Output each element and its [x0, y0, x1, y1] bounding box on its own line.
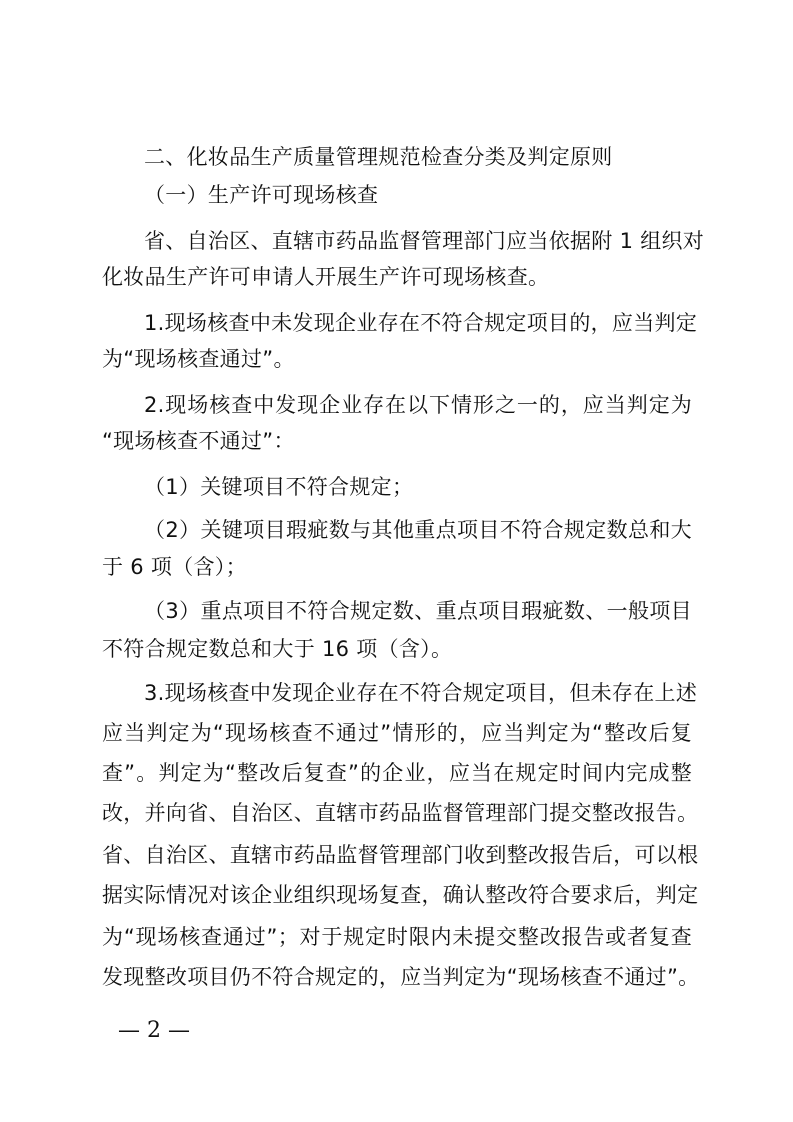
list-item: （3）重点项目不符合规定数、重点项目瑕疵数、一般项目 — [144, 599, 692, 623]
paragraph-line: 不符合规定数总和大于 16 项（含）。 — [102, 637, 453, 661]
section-heading: 二、化妆品生产质量管理规范检查分类及判定原则 — [144, 145, 613, 169]
list-item: （1）关键项目不符合规定； — [144, 475, 414, 499]
paragraph-line: 发现整改项目仍不符合规定的，应当判定为“现场核查不通过”。 — [102, 965, 700, 989]
paragraph-line: 化妆品生产许可申请人开展生产许可现场核查。 — [102, 265, 550, 289]
paragraph-line: 1.现场核查中未发现企业存在不符合规定项目的，应当判定 — [144, 311, 698, 335]
paragraph-line: 为“现场核查通过”。 — [102, 347, 295, 371]
paragraph-line: 2.现场核查中发现企业存在以下情形之一的，应当判定为 — [144, 393, 692, 417]
page-number: — 2 — — [118, 1018, 190, 1043]
paragraph-line: 为“现场核查通过”；对于规定时限内未提交整改报告或者复查 — [102, 925, 692, 949]
paragraph-line: 省、自治区、直辖市药品监督管理部门应当依据附 1 组织对 — [144, 229, 705, 253]
paragraph-line: 应当判定为“现场核查不通过”情形的，应当判定为“整改后复 — [102, 721, 692, 745]
paragraph-line: “现场核查不通过”： — [102, 429, 295, 453]
paragraph-line: 3.现场核查中发现企业存在不符合规定项目，但未存在上述 — [144, 681, 698, 705]
paragraph-line: 于 6 项（含）； — [102, 555, 247, 579]
list-item: （2）关键项目瑕疵数与其他重点项目不符合规定数总和大 — [144, 518, 692, 542]
paragraph-line: 查”。判定为“整改后复查”的企业，应当在规定时间内完成整 — [102, 761, 692, 785]
paragraph-line: 据实际情况对该企业组织现场复查，确认整改符合要求后，判定 — [102, 883, 699, 907]
paragraph-line: 省、自治区、直辖市药品监督管理部门收到整改报告后，可以根 — [102, 843, 699, 867]
subsection-heading: （一）生产许可现场核查 — [144, 183, 379, 207]
paragraph-line: 改，并向省、自治区、直辖市药品监督管理部门提交整改报告。 — [102, 801, 699, 825]
